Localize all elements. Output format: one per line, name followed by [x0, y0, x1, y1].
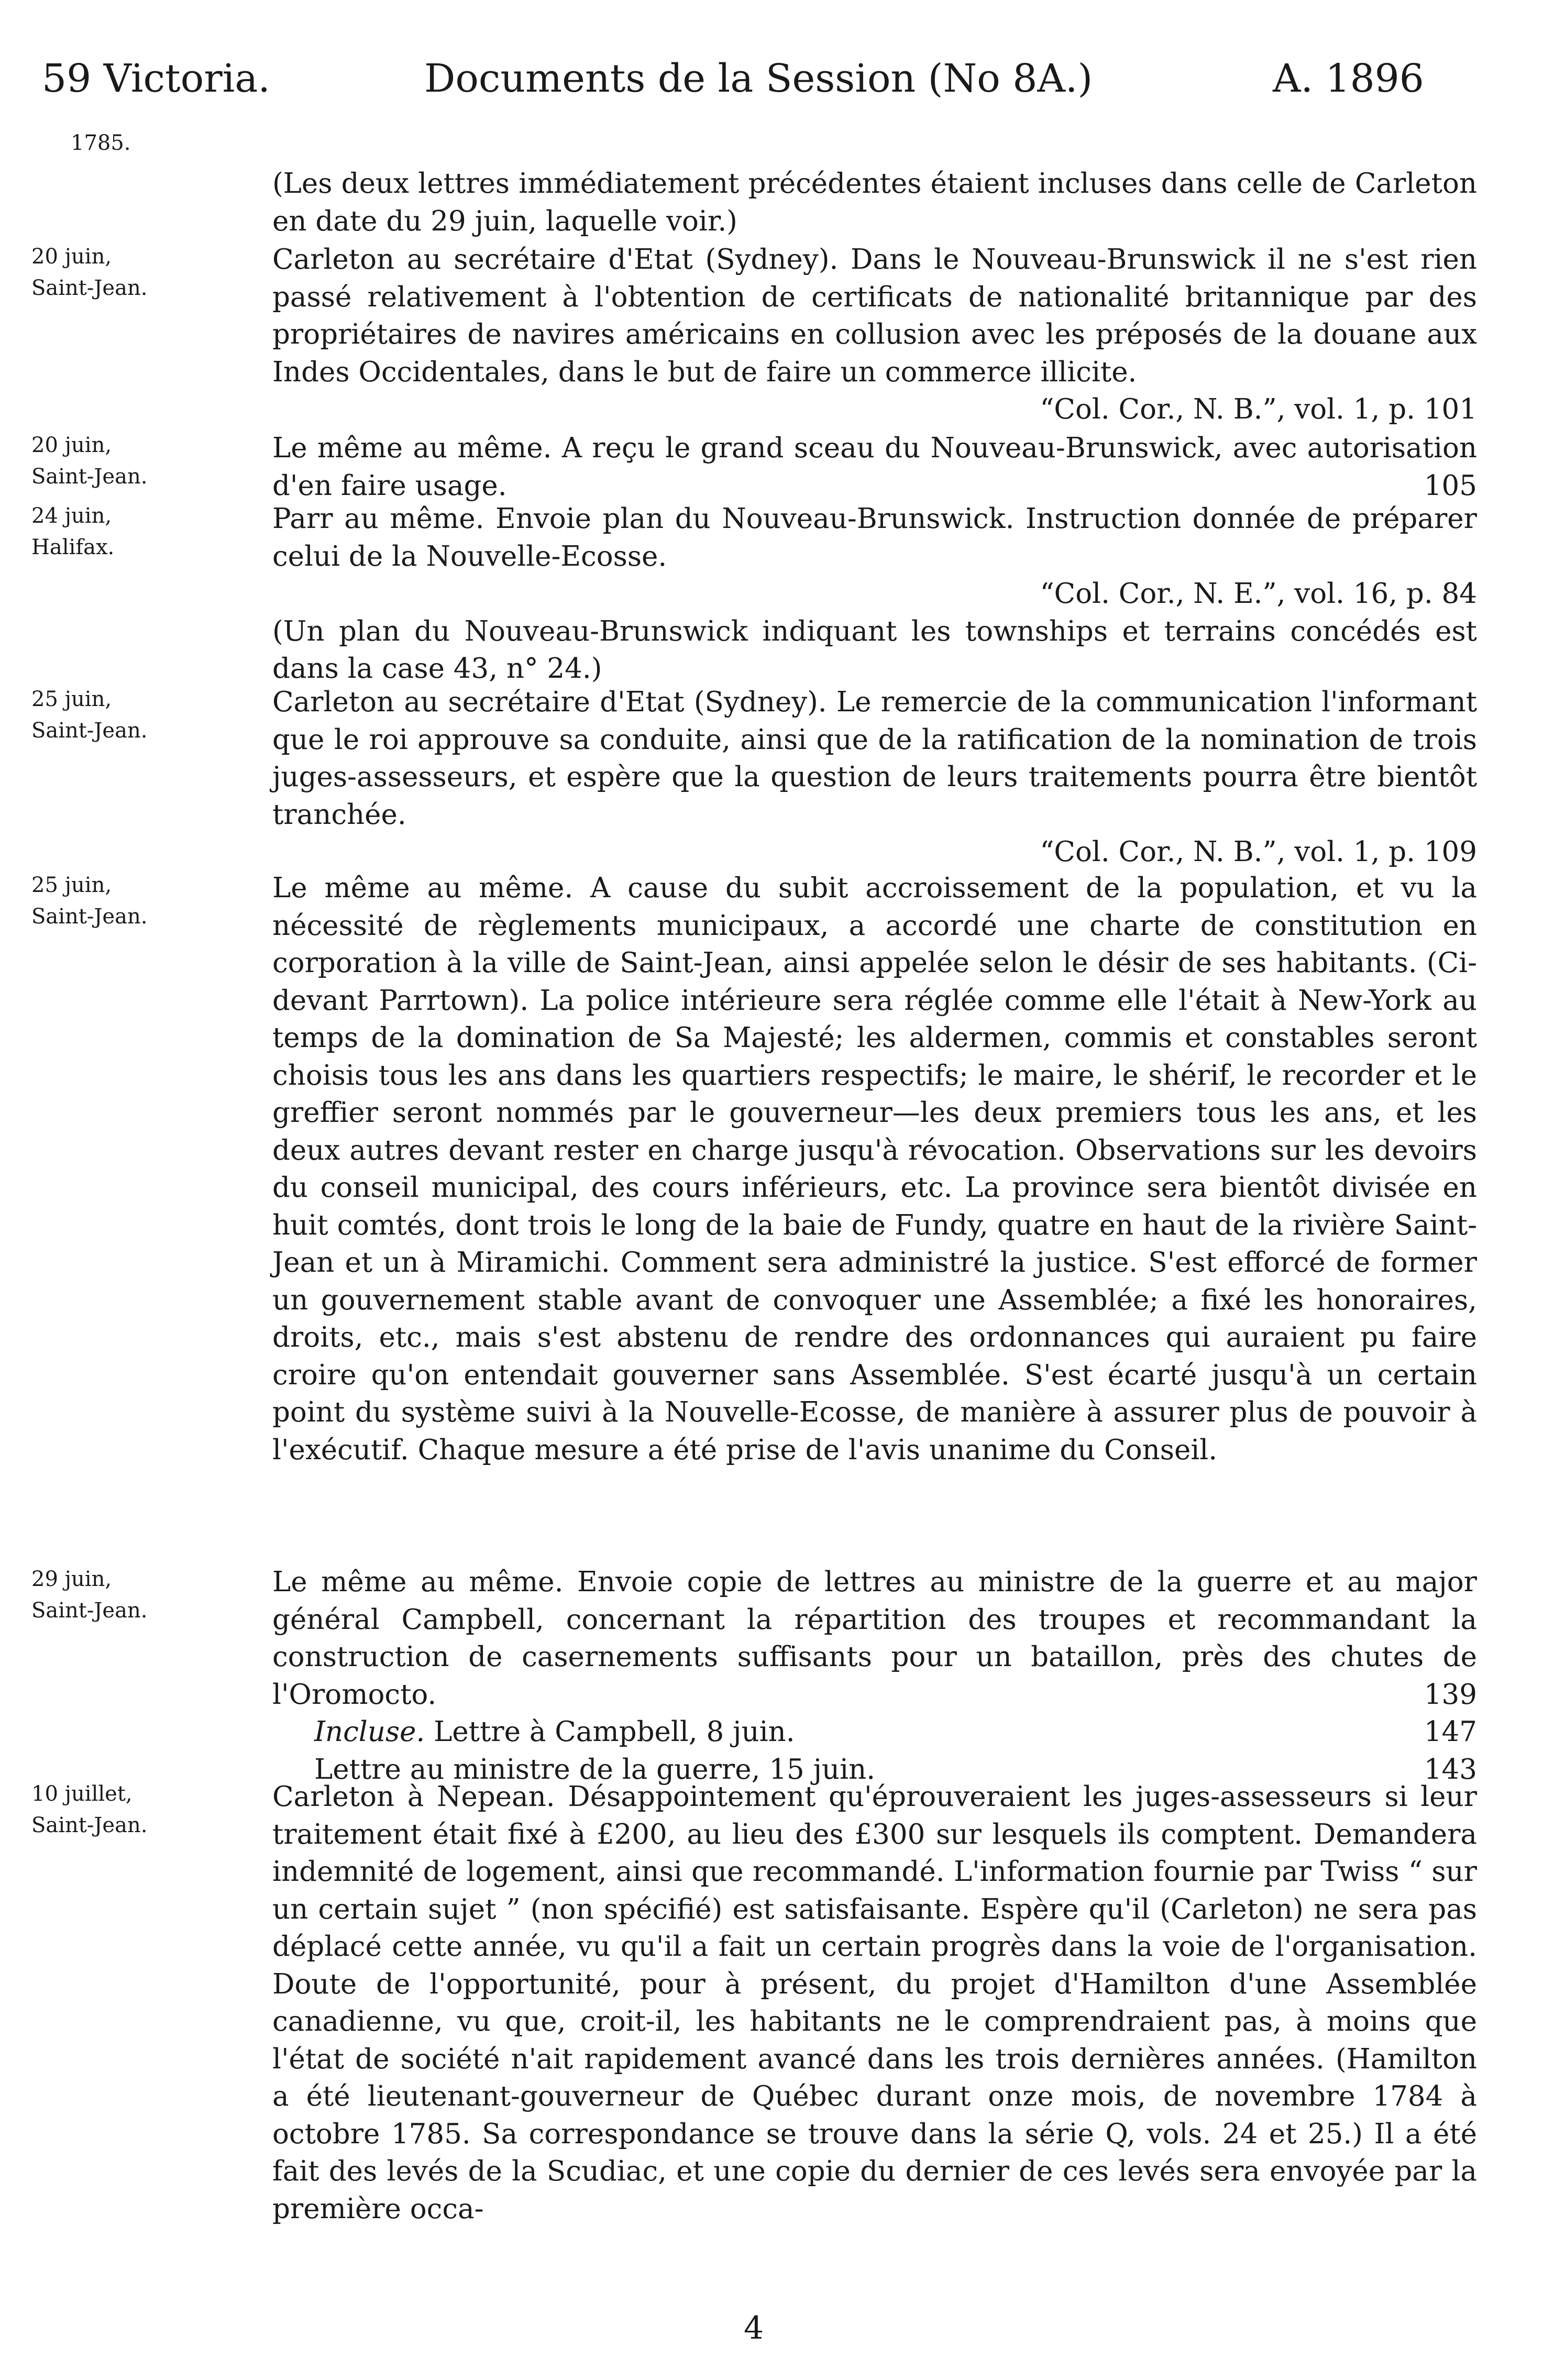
enclosure-reference: 147: [1424, 1716, 1477, 1748]
entry-date-place: Saint-Jean.: [31, 276, 148, 300]
entry-reference: 139: [1424, 1678, 1477, 1711]
entry-text: [272, 1563, 1477, 1788]
entry-date: [31, 1563, 241, 1626]
entry-text: [272, 1778, 1477, 2228]
entry-body: Carleton au secrétaire d'Etat (Sydney). Dans le Nouveau-Brunswick il ne s'est rien passé relativement à l'obtention de certificats de nationalité britannique par des propriétaires de navires américains en collusion avec les préposés de la douane aux Indes Occidentales, dans le but de faire un commerce illicite.: [272, 244, 1477, 388]
entry-date: [31, 869, 241, 932]
entry-date-place: Saint-Jean.: [31, 1599, 148, 1623]
entry-reference: 105: [1424, 469, 1477, 502]
entry-date-day: 29 juin,: [31, 1567, 112, 1591]
year-label: 1785.: [71, 131, 131, 155]
entry-date: [31, 1778, 241, 1841]
entry-date-day: 25 juin,: [31, 873, 112, 897]
entry-date-day: 20 juin,: [31, 433, 112, 457]
enclosure-label: Incluse.: [314, 1716, 425, 1748]
entry-date-place: Halifax.: [31, 535, 115, 559]
entry-text: [272, 869, 1477, 1469]
entry-text: [272, 684, 1477, 871]
entry-body: Le même au même. A cause du subit accroissement de la population, et vu la nécessité de règlements municipaux, a accordé une charte de constitution en corporation à la ville de Saint-Jean, ainsi appelée selon le désir de ses habitants. (Ci-devant Parrtown). La police intérieure sera réglée comme elle l'était à New-York au temps de la domination de Sa Majesté; les aldermen, commis et constables seront choisis tous les ans dans les quartiers respectifs; le maire, le shérif, le recorder et le greffier seront nommés par le gouverneur—les deux premiers tous les ans, et les deux autres devant rester en charge jusqu'à révocation. Observations sur les devoirs du conseil municipal, des cours inférieurs, etc. La province sera bientôt divisée en huit comtés, dont trois le long de la baie de Fundy, quatre en haut de la rivière Saint-Jean et un à Miramichi. Comment sera administré la justice. S'est efforcé de former un gouvernement stable avant de convoquer une Assemblée; a fixé les honoraires, droits, etc., mais s'est abstenu de rendre des ordonnances qui auraient pu faire croire qu'on entendait gouverner sans Assemblée. S'est écarté jusqu'à un certain point du système suivi à la Nouvelle-Ecosse, de manière à assurer plus de pouvoir à l'exécutif. Chaque mesure a été prise de l'avis unanime du Conseil.: [272, 872, 1477, 1466]
entry-body: Le même au même. Envoie copie de lettres au ministre de la guerre et au major général Campbell, concernant la répartition des troupes et recommandant la construction de casernements suffisants pour un bataillon, près des chutes de l'Oromocto.: [272, 1566, 1477, 1711]
enclosure-1: [272, 1713, 1477, 1751]
enclosure-text: Lettre au ministre de la guerre, 15 juin.: [314, 1753, 876, 1786]
entry-date-day: 20 juin,: [31, 245, 112, 269]
intro-note: (Les deux lettres immédiatement précédentes étaient incluses dans celle de Carleton en date du 29 juin, laquelle voir.): [272, 168, 1477, 237]
entry-date-day: 10 juillet,: [31, 1782, 133, 1806]
entry-body: Le même au même. A reçu le grand sceau du Nouveau-Brunswick, avec autorisation d'en faire usage.: [272, 432, 1477, 502]
enclosure-text: Lettre à Campbell, 8 juin.: [434, 1716, 795, 1748]
entry-reference: “Col. Cor., N. E.”, vol. 16, p. 84: [1040, 578, 1477, 610]
entry-date: [31, 241, 241, 304]
entry-date-place: Saint-Jean.: [31, 465, 148, 489]
header-left: 59 Victoria.: [42, 56, 270, 101]
entry-note: (Un plan du Nouveau-Brunswick indiquant les townships et terrains concédés est dans la case 43, n° 24.): [272, 615, 1477, 685]
entry-date-day: 25 juin,: [31, 687, 112, 711]
enclosure-reference: 143: [1424, 1753, 1477, 1786]
entry-body: Carleton à Nepean. Désappointement qu'éprouveraient les juges-assesseurs si leur traitement était fixé à £200, au lieu des £300 sur lesquels ils comptent. Demandera indemnité de logement, ainsi que recommandé. L'information fournie par Twiss “ sur un certain sujet ” (non spécifié) est satisfaisante. Espère qu'il (Carleton) ne sera pas déplacé cette année, vu qu'il a fait un certain progrès dans la voie de l'organisation. Doute de l'opportunité, pour à présent, du projet d'Hamilton d'une Assemblée canadienne, vu que, croit-il, les habitants ne le comprendraient pas, à moins que l'état de société n'ait rapidement avancé dans les trois dernières années. (Hamilton a été lieutenant-gouverneur de Québec durant onze mois, de novembre 1784 à octobre 1785. Sa correspondance se trouve dans la série Q, vols. 24 et 25.) Il a été fait des levés de la Scudiac, et une copie du dernier de ces levés sera envoyée par la première occa-: [272, 1781, 1477, 2225]
entry-text: [272, 241, 1477, 428]
entry-body: Parr au même. Envoie plan du Nouveau-Brunswick. Instruction donnée de préparer celui de la Nouvelle-Ecosse.: [272, 503, 1477, 572]
entry-body: Carleton au secrétaire d'Etat (Sydney). Le remercie de la communication l'informant que le roi approuve sa conduite, ainsi que de la ratification de la nomination de trois juges-assesseurs, et espère que la question de leurs traitements pourra être bientôt tranchée.: [272, 686, 1477, 831]
entry-date: [31, 429, 241, 492]
entry-date-place: Saint-Jean.: [31, 905, 148, 929]
entry-reference: “Col. Cor., N. B.”, vol. 1, p. 109: [1040, 836, 1477, 868]
entry-date: [31, 500, 241, 563]
entry-text: [272, 500, 1477, 688]
entry-date-place: Saint-Jean.: [31, 719, 148, 743]
entry-reference: “Col. Cor., N. B.”, vol. 1, p. 101: [1040, 393, 1477, 425]
entry-date-day: 24 juin,: [31, 504, 112, 528]
page-number: 4: [744, 2310, 764, 2346]
entry-text: [272, 429, 1477, 504]
entry-date: [31, 684, 241, 746]
entry-date-place: Saint-Jean.: [31, 1813, 148, 1837]
header-title: Documents de la Session (No 8A.): [424, 56, 1093, 101]
page-header: [42, 52, 1456, 110]
header-right: A. 1896: [1273, 56, 1424, 101]
